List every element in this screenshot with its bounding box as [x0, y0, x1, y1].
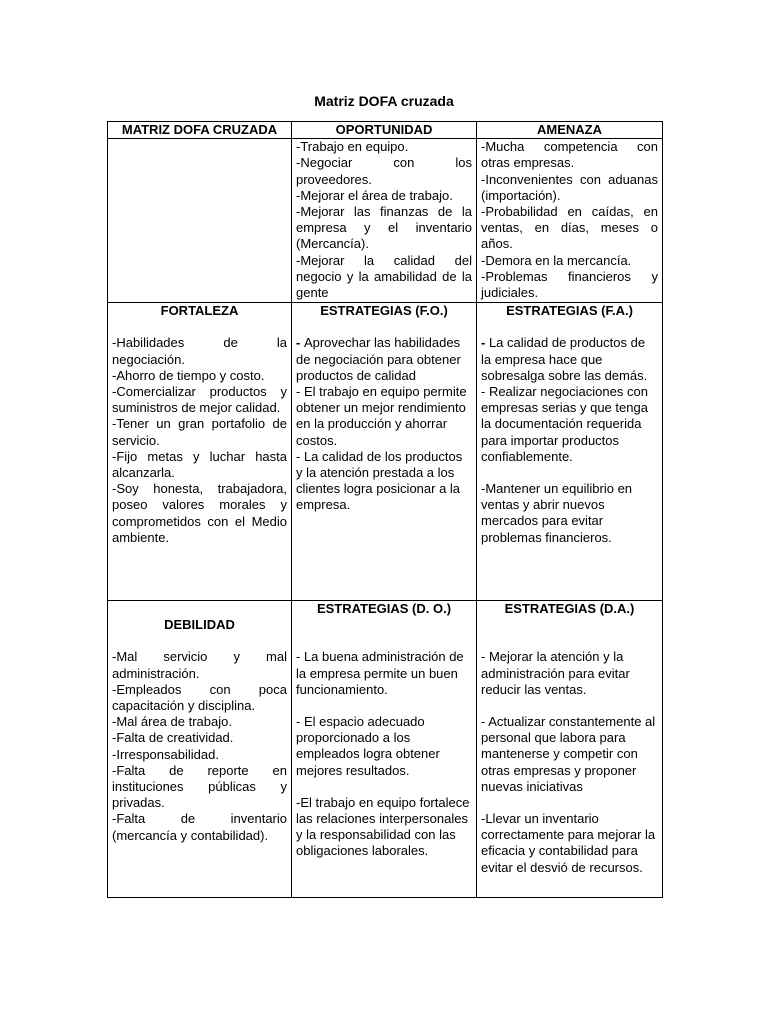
fortaleza-item: -Fijo metas y luchar hasta alcanzarla.	[112, 448, 287, 481]
debilidad-item: -Mal servicio y mal administración.	[112, 649, 287, 681]
estrategias-do-heading: ESTRATEGIAS (D. O.)	[316, 601, 452, 617]
estrategia-fa-item: -Mantener un equilibrio en ventas y abrir nuevos mercados para evitar problemas financieros.	[481, 481, 633, 545]
estrategias-do-cell	[292, 601, 477, 898]
amenaza-item: -Demora en la mercancía.	[481, 252, 632, 268]
fortaleza-item: -Soy honesta, trabajadora, poseo valores morales y comprometidos con el Medio ambiente.	[112, 481, 287, 545]
debilidad-item: -Falta de reporte en instituciones públicas y privadas.	[112, 762, 287, 811]
estrategia-fo-item: - Aprovechar las habilidades de negociación para obtener productos de calidad	[296, 335, 461, 383]
estrategia-do-item: - El espacio adecuado proporcionado a los empleados logra obtener mejores resultados.	[296, 714, 440, 778]
dofa-matrix-table	[107, 121, 663, 898]
fortaleza-item: -Habilidades de la negociación.	[112, 335, 287, 367]
estrategia-fo-item: - La calidad de los productos y la atención prestada a los clientes logra posicionar a la empresa.	[296, 448, 463, 513]
amenaza-item: -Problemas financieros y judiciales.	[481, 268, 658, 301]
header-row	[108, 122, 663, 139]
estrategias-fa-heading: ESTRATEGIAS (F.A.)	[506, 303, 633, 319]
debilidad-item: -Empleados con poca capacitación y disciplina.	[112, 681, 287, 714]
fortaleza-cell	[108, 303, 292, 601]
estrategia-da-item: - Mejorar la atención y la administración para evitar reducir las ventas.	[481, 649, 630, 697]
fortaleza-item: -Ahorro de tiempo y costo.	[112, 367, 265, 383]
oportunidad-item: -Mejorar el área de trabajo.	[296, 187, 453, 203]
amenaza-item: -Probabilidad en caídas, en ventas, en días, meses o años.	[481, 204, 658, 252]
estrategia-fa-item: - La calidad de productos de la empresa hace que sobresalga sobre las demás.	[481, 335, 648, 383]
debilidad-heading: DEBILIDAD	[164, 617, 235, 633]
oportunidad-item: -Mejorar las finanzas de la empresa y el inventario (Mercancía).	[296, 204, 472, 252]
fortaleza-item: -Tener un gran portafolio de servicio.	[112, 416, 287, 448]
debilidad-item: -Mal área de trabajo.	[112, 714, 232, 730]
estrategia-fo-item: - El trabajo en equipo permite obtener un mejor rendimiento en la producción y ahorrar costos.	[296, 384, 467, 448]
debilidad-item: -Falta de creatividad.	[112, 730, 234, 746]
amenazas-cell	[477, 139, 663, 303]
debilidad-item: -Falta de inventario (mercancía y contabilidad).	[112, 811, 287, 843]
oportunidad-item: -Trabajo en equipo.	[296, 139, 409, 155]
estrategia-do-item: -El trabajo en equipo fortalece las relaciones interpersonales y la responsabilidad con las obligaciones laborales.	[296, 794, 470, 859]
fortaleza-heading: FORTALEZA	[160, 303, 239, 319]
header-matriz: MATRIZ DOFA CRUZADA	[108, 122, 292, 139]
debilidad-cell	[108, 601, 292, 898]
estrategia-da-item: - Actualizar constantemente al personal que labora para mantenerse y competir con otras empresas y proponer nuevas iniciativas	[481, 714, 656, 794]
header-oportunidad: OPORTUNIDAD	[292, 122, 477, 139]
estrategias-da-cell	[477, 601, 663, 898]
estrategia-da-item: -Llevar un inventario correctamente para mejorar la eficacia y contabilidad para evitar el desvió de recursos.	[481, 811, 656, 875]
estrategias-fa-cell	[477, 303, 663, 601]
estrategia-do-item: - La buena administración de la empresa permite un buen funcionamiento.	[296, 649, 464, 697]
debilidad-row	[108, 601, 663, 898]
fortaleza-row	[108, 303, 663, 601]
fortaleza-item: -Comercializar productos y suministros de mejor calidad.	[112, 384, 287, 416]
estrategia-fa-item: - Realizar negociaciones con empresas serias y que tenga la documentación requerida para importar productos confiablemente.	[481, 384, 648, 464]
debilidad-item: -Irresponsabilidad.	[112, 746, 219, 762]
oportunidad-item: -Negociar con los proveedores.	[296, 155, 472, 187]
estrategias-fo-heading: ESTRATEGIAS (F.O.)	[320, 303, 448, 319]
oportunidades-cell	[292, 139, 477, 303]
amenaza-item: -Inconvenientes con aduanas (importación).	[481, 171, 658, 203]
header-amenaza: AMENAZA	[477, 122, 663, 139]
estrategia-fa-text: La calidad de productos de la empresa hace que sobresalga sobre las demás.	[481, 335, 648, 383]
estrategia-fo-text: Aprovechar las habilidades de negociación para obtener productos de calidad	[296, 335, 461, 383]
oportunidad-amenaza-row	[108, 139, 663, 303]
empty-corner-cell	[108, 139, 292, 303]
estrategias-da-heading: ESTRATEGIAS (D.A.)	[504, 601, 635, 617]
amenaza-item: -Mucha competencia con otras empresas.	[481, 139, 658, 171]
oportunidad-item: -Mejorar la calidad del negocio y la amabilidad de la gente	[296, 252, 472, 301]
estrategias-fo-cell	[292, 303, 477, 601]
document-title: Matriz DOFA cruzada	[314, 93, 454, 109]
